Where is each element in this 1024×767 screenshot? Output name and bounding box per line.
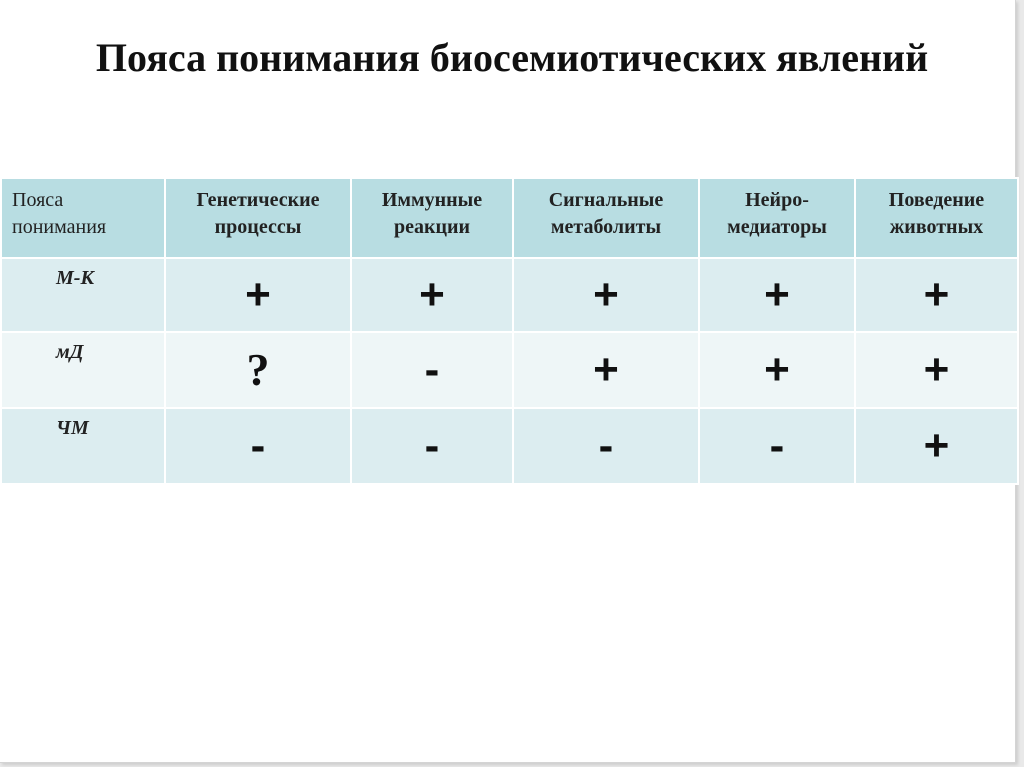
- table-cell: -: [351, 408, 513, 484]
- table-cell: +: [855, 258, 1018, 332]
- table-cell: +: [855, 408, 1018, 484]
- table-row: [1, 408, 1018, 484]
- header-line: Иммунные: [381, 189, 483, 211]
- table-cell: +: [513, 258, 699, 332]
- table-cell: ?: [165, 332, 351, 408]
- header-line: метаболиты: [550, 216, 662, 238]
- header-cell-zones: [1, 178, 165, 258]
- biosemiotics-table: [0, 177, 1019, 485]
- table-cell: +: [513, 332, 699, 408]
- table-cell: +: [855, 332, 1018, 408]
- table-cell: +: [699, 258, 855, 332]
- header-cell-behavior: [855, 178, 1018, 258]
- header-cell-genetic: [165, 178, 351, 258]
- header-cell-immune: [351, 178, 513, 258]
- header-line: животных: [889, 216, 984, 238]
- header-line: понимания: [12, 216, 107, 238]
- slide-title: Пояса понимания биосемиотических явлений: [95, 35, 929, 80]
- header-line: Сигнальные: [548, 189, 664, 211]
- header-cell-neuro: [699, 178, 855, 258]
- row-label: М-К: [1, 258, 165, 332]
- row-label: ЧМ: [1, 408, 165, 484]
- table-cell: -: [351, 332, 513, 408]
- header-line: реакции: [393, 216, 471, 238]
- table-cell: +: [351, 258, 513, 332]
- header-line: Генетические: [196, 189, 320, 211]
- header-line: Нейро-: [745, 189, 809, 211]
- row-label: мД: [1, 332, 165, 408]
- table-cell: -: [513, 408, 699, 484]
- header-line: Поведение: [888, 189, 985, 211]
- header-cell-signal: [513, 178, 699, 258]
- table-cell: +: [165, 258, 351, 332]
- table-row: [1, 332, 1018, 408]
- header-line: Пояса: [12, 189, 64, 211]
- header-line: процессы: [214, 216, 302, 238]
- header-row: [1, 178, 1018, 258]
- header-line: медиаторы: [727, 216, 827, 238]
- table-row: [1, 258, 1018, 332]
- table-cell: -: [699, 408, 855, 484]
- table-cell: +: [699, 332, 855, 408]
- table-cell: -: [165, 408, 351, 484]
